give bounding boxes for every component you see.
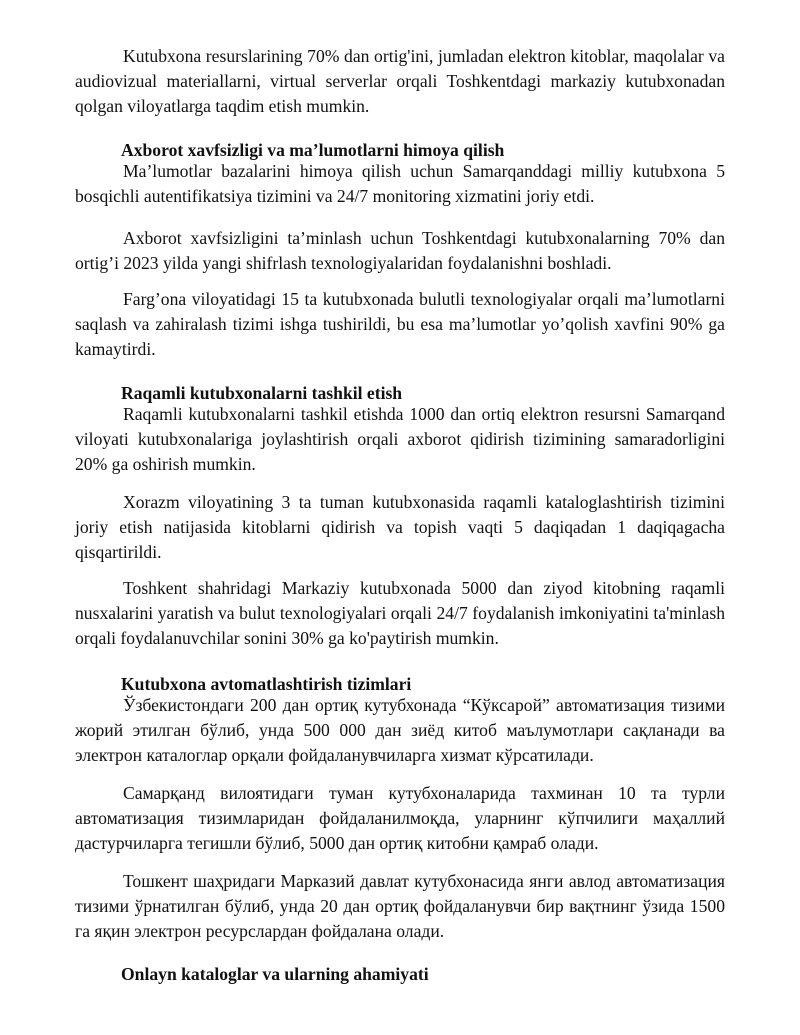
paragraph: Kutubxona resurslarining 70% dan ortig'ini, jumladan elektron kitoblar, maqolalar va audiovizual materiallarni, virtual serverlar orqali Toshkentdagi markaziy kutubxonadan qolgan viloyatlarga taqdim etish mumkin. bbox=[75, 46, 725, 117]
paragraph: Xorazm viloyatining 3 ta tuman kutubxonasida raqamli kataloglashtirish tizimini joriy etish natijasida kitoblarni qidirish va topish vaqti 5 daqiqadan 1 daqiqagacha qisqartirildi. bbox=[75, 492, 725, 563]
paragraph: Ma’lumotlar bazalarini himoya qilish uchun Samarqanddagi milliy kutubxona 5 bosqichli autentifikatsiya tizimini va 24/7 monitoring xizmatini joriy etdi. bbox=[75, 161, 725, 207]
section-heading: Onlayn kataloglar va ularning ahamiyati bbox=[121, 964, 429, 984]
paragraph: Axborot xavfsizligini ta’minlash uchun Toshkentdagi kutubxonalarning 70% dan ortig’i 2023 yilda yangi shifrlash texnologiyalaridan foydalanishni boshladi. bbox=[75, 228, 725, 274]
paragraph: Ўзбекистондаги 200 дан ортиқ кутубхонада “Кўксарой” автоматизация тизими жорий этилган бўлиб, унда 500 000 дан зиёд китоб маълумотлари сақланади ва электрон каталоглар орқали фойдаланувчиларга хизмат кўрсатилади. bbox=[75, 695, 725, 766]
section-heading: Raqamli kutubxonalarni tashkil etish bbox=[121, 383, 403, 403]
paragraph: Raqamli kutubxonalarni tashkil etishda 1000 dan ortiq elektron resursni Samarqand viloyati kutubxonalariga joylashtirish orqali axborot qidirish tizimining samaradorligini 20% ga oshirish mumkin. bbox=[75, 404, 725, 475]
paragraph: Самарқанд вилоятидаги туман кутубхоналарида тахминан 10 та турли автоматизация тизимларидан фойдаланилмоқда, уларнинг кўпчилиги маҳаллий дастурчиларга тегишли бўлиб, 5000 дан ортиқ китобни қамраб олади. bbox=[75, 783, 725, 854]
section-heading: Kutubxona avtomatlashtirish tizimlari bbox=[121, 674, 412, 694]
paragraph: Farg’ona viloyatidagi 15 ta kutubxonada bulutli texnologiyalar orqali ma’lumotlarni saqlash va zahiralash tizimi ishga tushirildi, bu esa ma’lumotlar yo’qolish xavfini 90% ga kamaytirdi. bbox=[75, 289, 725, 360]
section-heading: Axborot xavfsizligi va ma’lumotlarni himoya qilish bbox=[121, 140, 505, 160]
paragraph: Toshkent shahridagi Markaziy kutubxonada 5000 dan ziyod kitobning raqamli nusxalarini yaratish va bulut texnologiyalari orqali 24/7 foydalanish imkoniyatini ta'minlash orqali foydalanuvchilar sonini 30% ga ko'paytirish mumkin. bbox=[75, 578, 725, 649]
paragraph: Тошкент шаҳридаги Марказий давлат кутубхонасида янги авлод автоматизация тизими ўрнатилган бўлиб, унда 20 дан ортиқ фойдаланувчи бир вақтнинг ўзида 1500 га яқин электрон ресурслардан фойдалана олади. bbox=[75, 871, 725, 942]
